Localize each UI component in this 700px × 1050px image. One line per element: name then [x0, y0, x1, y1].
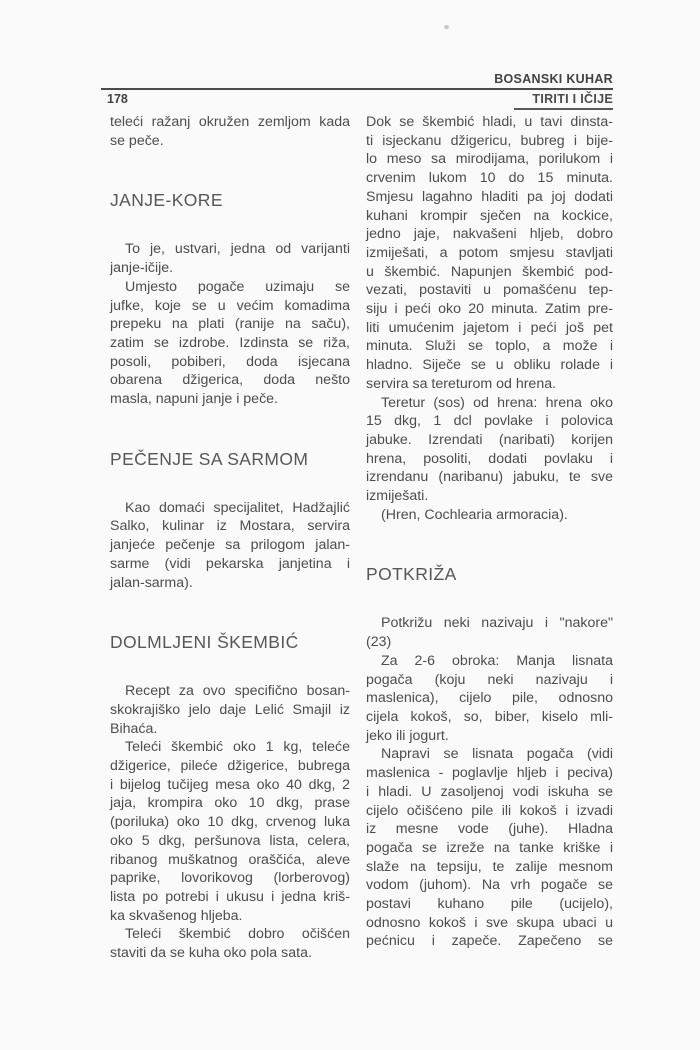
- text-line: (poriluka) oko 10 dkg, crvenog luka: [110, 814, 350, 831]
- text-line: crvenim lukom 10 do 15 minuta.: [366, 170, 613, 187]
- text-line: Teretur (sos) od hrena: hrena oko: [381, 394, 613, 411]
- text-line: ribanog muškatnog oraščića, aleve: [110, 851, 350, 868]
- right-column: [366, 113, 613, 963]
- text-line: jeko ili jogurt.: [366, 727, 449, 744]
- page-number: 178: [107, 92, 128, 106]
- text-line: 15 dkg, 1 dcl povlake i polovica: [366, 413, 613, 430]
- text-line: maslenica - poglavlje hljeb i peciva): [366, 765, 613, 782]
- text-line: servira sa tereturom od hrena.: [366, 375, 557, 392]
- text-line: (23): [366, 634, 392, 651]
- text-line: liti umućenim jajetom i peći još pet: [366, 319, 613, 336]
- text-line: jufke, koje se u većim komadima: [110, 297, 350, 314]
- text-line: odnosno kokoš i sve skupa ubaci u: [366, 914, 613, 931]
- text-line: prepeku na plati (ranije na saču),: [110, 316, 350, 333]
- text-line: jedno jaje, nakvašeni hljeb, dobro: [366, 226, 613, 243]
- text-line: Potkrižu neki nazivaju i "nakore": [381, 615, 613, 632]
- paragraph: [110, 499, 350, 593]
- book-title: BOSANSKI KUHAR: [494, 72, 613, 86]
- paragraph: [110, 682, 350, 738]
- text-line: iz mesne vode (juhe). Hladna: [366, 821, 613, 838]
- section-heading-pecenje-sa-sarmom: PEČENJE SA SARMOM: [110, 448, 309, 469]
- text-line: lo meso sa mirodijama, porilukom i: [366, 151, 613, 168]
- text-line: u škembić. Napunjen škembić pod-: [366, 263, 613, 280]
- text-line: pogača (koju neki nazivaju i: [366, 671, 613, 688]
- paragraph: [366, 614, 613, 651]
- paragraph: [110, 278, 350, 409]
- text-line: jabuke. Izrendati (naribati) korijen: [366, 431, 613, 448]
- text-line: izmiješati.: [366, 488, 429, 505]
- text-line: Kao domaći specijalitet, Hadžajlić: [125, 499, 350, 516]
- text-line: jaja, krompira oko 10 dkg, prase: [110, 795, 350, 812]
- text-line: Teleći škembić oko 1 kg, teleće: [125, 739, 350, 756]
- text-line: hladno. Siječe se u obliku rolade i: [366, 357, 613, 374]
- text-line: zatim se izdrobe. Izdinsta se riža,: [110, 334, 350, 351]
- text-line: vodom (juhom). Na vrh pogače se: [366, 877, 613, 894]
- text-line: i bijelog tučijeg mesa oko 40 dkg, 2: [110, 776, 350, 793]
- text-line: Smjesu lagahno hladiti pa joj dodati: [366, 188, 613, 205]
- paragraph: [366, 652, 613, 746]
- text-line: Napravi se lisnata pogača (vidi: [381, 746, 613, 763]
- text-line: maslenica), cijelo pile, odnosno: [366, 690, 613, 707]
- chapter-title-rule: [514, 108, 613, 110]
- text-line: paprike, lovorikovog (lorberovog): [110, 870, 350, 887]
- text-line: postavi kuhano pile (ucijelo),: [366, 896, 613, 913]
- text-line: obarena džigerica, doda nešto: [110, 372, 350, 389]
- text-line: janjeće pečenje sa prilogom jalan-: [110, 537, 350, 554]
- text-line: staviti da se kuha oko pola sata.: [110, 945, 312, 962]
- text-line: hrena, posoliti, dodati povlaku i: [366, 450, 613, 467]
- text-line: pogača se izreže na tanke kriške i: [366, 839, 613, 856]
- text-line: ti isjeckanu džigericu, bubreg i bije-: [366, 132, 613, 149]
- text-line: izmiješati, a potom smjesu stavljati: [366, 244, 613, 261]
- text-line: Recept za ovo specifično bosan-: [125, 683, 350, 700]
- text-line: Bihaća.: [110, 720, 158, 737]
- section-heading-potkriza: POTKRIŽA: [366, 564, 457, 585]
- header-rule: [101, 88, 613, 90]
- paragraph: [110, 925, 350, 962]
- text-line: i hladi. U zasoljenoj vodi iskuha se: [366, 783, 613, 800]
- section-heading-dolmljeni-skembic: DOLMLJENI ŠKEMBIĆ: [110, 632, 299, 653]
- left-column: [110, 113, 350, 963]
- text-line: slaže na tepsiju, te zalije mesnom: [366, 858, 613, 875]
- text-line: lista po potrebi i ukusu i jedna kriš-: [110, 888, 350, 905]
- text-line: janje-ičije.: [110, 260, 174, 277]
- text-line: skokrajiško jelo daje Lelić Smajil iz: [110, 701, 350, 718]
- paragraph: [366, 394, 613, 506]
- text-line: džigerice, pileće džigerice, bubrega: [110, 758, 350, 775]
- paragraph: [366, 745, 613, 951]
- text-line: Teleći škembić dobro očišćen: [125, 926, 350, 943]
- text-line: kuhani krompir sječen na kockice,: [366, 207, 613, 224]
- text-line: cijela kokoš, so, biber, kiselo mli-: [366, 708, 613, 725]
- text-line: vezati, postaviti u pomašćenu tep-: [366, 282, 613, 299]
- text-line: se peče.: [110, 132, 164, 149]
- text-line: posoli, pobiberi, doda isjecana: [110, 353, 350, 370]
- text-line: Umjesto pogače uzimaju se: [125, 278, 350, 295]
- section-heading-janje-kore: JANJE-KORE: [110, 190, 223, 211]
- paragraph: [110, 240, 350, 277]
- paragraph: [110, 738, 350, 925]
- text-line: minuta. Služi se toplo, a može i: [366, 338, 613, 355]
- text-line: Za 2-6 obroka: Manja lisnata: [381, 652, 613, 669]
- two-column-text: [110, 113, 613, 963]
- scan-artifact-dot: [444, 25, 449, 29]
- text-line: teleći ražanj okružen zemljom kada: [110, 114, 350, 130]
- text-line: sarme (vidi pekarska janjetina i: [110, 555, 350, 572]
- text-line: siju i peći oko 20 minuta. Zatim pre-: [366, 301, 613, 318]
- chapter-title: TIRITI I IČIJE: [532, 92, 613, 106]
- text-line: pećnicu i zapeče. Zapečeno se: [366, 933, 613, 950]
- text-line: oko 5 dkg, peršunova lista, celera,: [110, 832, 350, 849]
- text-line: Dok se škembić hladi, u tavi dinsta-: [366, 114, 613, 130]
- text-line: jalan-sarma).: [110, 574, 193, 591]
- text-line: izrendanu (naribanu) jabuku, te sve: [366, 469, 613, 486]
- text-line: Salko, kulinar iz Mostara, servira: [110, 518, 350, 535]
- text-line: masla, napuni janje i peče.: [110, 391, 278, 408]
- paragraph: [366, 506, 613, 525]
- text-line: To je, ustvari, jedna od varijanti: [125, 241, 350, 258]
- paragraph: [366, 113, 613, 394]
- text-line: (Hren, Cochlearia armoracia).: [381, 506, 568, 523]
- text-line: ka skvašenog hljeba.: [110, 907, 243, 924]
- text-line: cijelo očišćeno pile ili kokoš i izvadi: [366, 802, 613, 819]
- paragraph: [110, 113, 350, 150]
